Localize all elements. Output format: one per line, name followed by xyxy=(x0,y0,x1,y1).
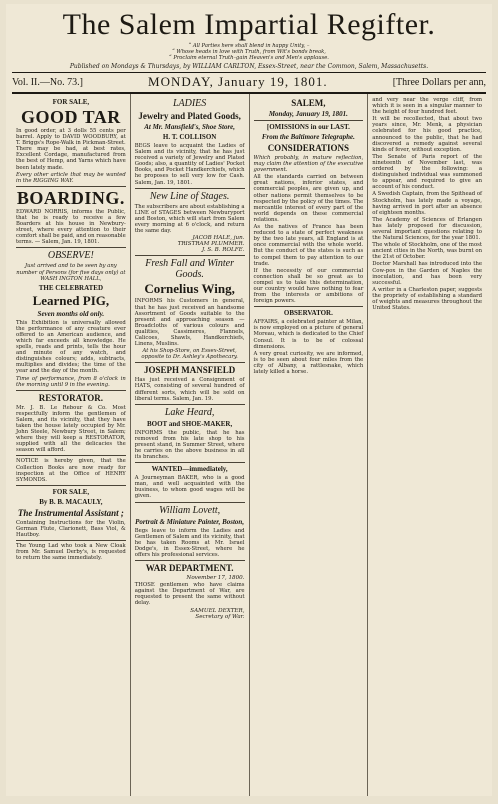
article-paragraph: As the natives of France has been reduced to a state of perfect weakness by the two late years, all England is at once commercial with the whole world. But the conduct of the states is such as to compel them to pay attention to our trade. xyxy=(253,224,364,267)
article-paragraph: A writer in a Charleston paper, suggests the propriety of establishing a standard of weights and measures throughout the United States. xyxy=(372,286,482,312)
divider xyxy=(16,455,126,456)
considerations-sub: Which probably, in mature reflection, may claim the attention of the executive government. xyxy=(253,155,364,174)
source-line: From the Baltimore Telegraphe. xyxy=(261,133,355,141)
article-paragraph: It will be recollected, that about two years since, Mr. Menk, a physician celebrated for his good practice, announced to the public, that he had discovered a remedy against several kinds of fever, without exception. xyxy=(372,116,482,153)
goodtar-heading: GOOD TAR xyxy=(20,107,121,127)
boarding-text: EDWARD NORRIS, informs the Public, that he is ready to receive a few Boarders at his house in Newbury-street, where every attention to their comfort shall be paid, and on reasonable terms. — Salem, Jan. 19, 1801. xyxy=(16,208,126,246)
war-text: THOSE gentlemen who have claims against the Department of War, are requested to present the same without delay. xyxy=(134,582,245,607)
boarding-heading: BOARDING. xyxy=(16,187,125,208)
issue-volume: Vol. II.—No. 73.] xyxy=(12,76,83,88)
lovett-text: Begs leave to inform the Ladies and Gentlemen of Salem and its vicinity, that he has taken Rooms at Mr. Israel Dodge's, in Essex-Street, where he offers his professional services. xyxy=(134,527,245,558)
pig-age: Seven months old only. xyxy=(37,309,105,318)
motto-line: “ Whose heads in love with Truth, from Wit's bonds break, xyxy=(172,49,326,55)
divider xyxy=(254,120,364,121)
wanted-heading: WANTED—immediately, xyxy=(151,465,228,474)
divider xyxy=(135,462,245,463)
rigging-text: Every other article that may be wanted in the RIGGING WAY. xyxy=(16,171,126,184)
lovett-sub: Portrait & Miniature Painter, Boston, xyxy=(135,517,245,526)
divider xyxy=(16,485,126,486)
issue-price: [Three Dollars per ann, xyxy=(392,76,486,88)
pig-admit: Time of performance, from 8 o'clock in the morning until 9 in the evening. xyxy=(16,375,126,388)
lake-text: INFORMS the public, that he has removed from his late shop to his present stand, in Summer Street, where he carries on the above business in all its branches. xyxy=(134,429,245,461)
column-4 xyxy=(368,94,486,796)
observator-heading: OBSERVATOR. xyxy=(283,309,333,318)
divider xyxy=(16,390,126,391)
divider xyxy=(16,186,126,187)
pig-heading: Learned PIG, xyxy=(32,292,110,308)
young-lad-text: The Young Lad who took a New Cloak from Mr. Samuel Derby's, is requested to return the same immediately. xyxy=(16,543,126,562)
masthead-title: The Salem Impartial Regifter. xyxy=(62,8,436,41)
article-paragraph: If the necessity of our commercial connection shall be so great as to compel us to take this determination, our country would have nothing to fear from the interests or ambitions of foreign powers. xyxy=(253,267,364,305)
article-paragraph: The whole of Stockholm, one of the most ancient cities in the North, was burnt on the 21st of October. xyxy=(372,242,482,261)
newline-heading: New Line of Stages. xyxy=(149,190,230,202)
cornelius-address: At his Shop-Store, on Essex-Street, opposite to Dr. Ashley's Apothecary. xyxy=(141,348,238,361)
divider xyxy=(135,560,245,561)
salem-heading: SALEM, xyxy=(291,98,326,108)
article-paragraph: The Academy of Sciences of Erlangen has lately proposed for discussion, several important questions relating to the Natural Sciences, for the year 1801. xyxy=(372,216,482,242)
publisher-line: Published on Mondays & Thursdays, by WILLIAM CARLTON, Essex-Street, near the Common, Salem, Massachusetts. xyxy=(12,63,486,73)
collison-name: H. T. COLLISON xyxy=(162,133,217,141)
forsale2-heading: FOR SALE, xyxy=(52,487,90,496)
instrument-heading: The Instrumental Assistant ; xyxy=(17,507,124,518)
dexter-title: Secretary of War. xyxy=(195,613,245,620)
lake-heading: Lake Heard, xyxy=(164,406,215,418)
omissions-heading: [OMISSIONS in our LAST. xyxy=(266,123,350,131)
jewelry-heading: Jewelry and Plated Goods, xyxy=(138,111,241,121)
war-date: November 17, 1800. xyxy=(186,575,245,582)
article-paragraph: AFFAIRS, a celebrated painter at Milan, is now employed on a picture of general Moreau, which is dedicated to the Chief Consul. It is to be of colossal dimensions. xyxy=(253,319,364,350)
observe-text: Just arrived and to be seen by any number of Persons (for five days only) at WASH INGTON HALL, xyxy=(16,263,126,282)
divider xyxy=(16,247,126,248)
mansfield-text: Has just received a Consignment of HATS, consisting of several hundred of different sorts, which will be sold on liberal terms. Salem, Jan. 19. xyxy=(134,377,245,402)
jewelry-location: At Mr. Mansfield's, Shoe Store, xyxy=(144,123,236,131)
mansfield-heading: JOSEPH MANSFIELD xyxy=(143,365,236,376)
considerations-heading: CONSIDERATIONS xyxy=(267,143,350,153)
pig-intro: THE CELEBRATED xyxy=(38,283,103,292)
fresh-goods-heading: Fresh Fall and Winter Goods. xyxy=(145,258,235,281)
pig-text: This Exhibition is universally allowed the performance of any creature ever offered to an American audience, and which far exceeds all knowledge. He spells, reads and prints, tells the hour and minute of any watch, and distinguishes colours; adds, subtracts, multiplies and divides; the time of the year and the day of the month. xyxy=(16,319,126,375)
article-paragraph: All the standards carried on between great nations, inferior states, and commercial peoples, are given up, and other nations permit themselves to be respected by the policy of the times. The mercantile interest of every part of the world depends on these commercial relations. xyxy=(253,174,364,223)
divider xyxy=(135,502,245,503)
cornelius-text: INFORMS his Customers in general, that he has just received an handsome Assortment of Goods suitable to the present and approaching season — Broadcloths of various colours and qualities, Cassimeres, Flannels, Calicoes, Shawls, Handkerchiefs, Linens, Muslins. xyxy=(134,298,245,348)
salem-date: Monday, January 19, 1801. xyxy=(268,110,348,118)
article-paragraph: A very great curiosity, we are informed, is to be seen about four miles from the city of Albany, a rattlesnake, which lately killed a horse. xyxy=(253,350,364,375)
notice-text: NOTICE is hereby given, that the Collection Books are now ready for inspection at the Office of HENRY SYMONDS. xyxy=(16,458,126,483)
war-heading: WAR DEPARTMENT. xyxy=(145,563,234,574)
newspaper-page xyxy=(6,4,492,796)
restorator-heading: RESTORATOR. xyxy=(38,392,104,403)
cornelius-heading: Cornelius Wing, xyxy=(144,281,235,297)
article-paragraph: A Swedish Captain, from the Spithead of Stockholm, has lately made a voyage, having arrived in port after an absence of eighteen months. xyxy=(372,191,482,216)
divider xyxy=(135,404,245,405)
restorator-text: Mr. J. B. Le Rebour & Co. Most respectfully inform the gentlemen of Salem, and its vicinity, that they have taken the house lately occupied by Mr. John Steele, Newbury Street, in Salem; where they will keep a RESTORATOR, supplied with all the delicacies the season will afford. xyxy=(16,404,126,454)
divider xyxy=(135,362,245,363)
goodtar-text: In good order, at 3 dolls 55 cents per barrel. Apply to DAVID WOODBURY, at T. Briggs's Rope-Walk in Pickman-Street. There may be had, at best rates, Excellent Cordage, manufactured from the best of Hemp, and Yarns which have been lately made. xyxy=(16,128,126,171)
newline-text: The subscribers are about establishing a LINE of STAGES between Newburyport and Boston, which will start from Salem every morning at 6 o'clock, and return the same day. xyxy=(134,203,245,235)
motto-line: “ All Parties here shall blend in happy Unity, – xyxy=(188,43,310,49)
column-2 xyxy=(131,94,250,796)
divider xyxy=(16,540,126,541)
column-1 xyxy=(12,94,131,796)
issue-dateline xyxy=(12,73,486,94)
forsale-heading: FOR SALE, xyxy=(52,98,90,106)
article-paragraph: and very near the verge cliff, from which it is seen in a singular manner to the height of four hundred feet. xyxy=(372,97,482,116)
divider xyxy=(135,255,245,256)
instrument-text: Containing Instructions for the Violin, German Flute, Clarionett, Bass Viol, & Hautboy. xyxy=(16,519,126,539)
ladies-heading: LADIES xyxy=(172,98,207,109)
signature: TRISTRAM PLUMMER. xyxy=(177,241,245,248)
dexter-signature: SAMUEL DEXTER, xyxy=(190,607,245,614)
columns xyxy=(12,94,486,796)
wanted-text: A Journeyman BAKER, who is a good man, and well acquainted with the business, to whom good wages will be given. xyxy=(134,475,245,500)
article-paragraph: Doctor Marshall has introduced into the Cow-pox in the Garden of Naples the inoculation, and has been very successful. xyxy=(372,261,482,286)
divider xyxy=(254,306,364,307)
motto-line: “ Proclaim eternal Truth–gain Heaven's and Men's applause. xyxy=(169,55,329,61)
column-3 xyxy=(250,94,369,796)
divider xyxy=(135,188,245,189)
macauly-name: By B. B. MACAULY, xyxy=(39,497,103,506)
observe-heading: OBSERVE! xyxy=(47,250,94,262)
article-paragraph: The Senate of Paris report of the nineteenth of November last, was ordered by the following: a distinguished individual was summoned to appear, and required to give an account of his conduct. xyxy=(372,153,482,191)
masthead-mottos xyxy=(12,43,486,61)
issue-date: MONDAY, January 19, 1801. xyxy=(148,74,328,89)
signature: J. S. B. ROLFE. xyxy=(202,247,245,254)
lake-sub: BOOT and SHOE-MAKER, xyxy=(146,419,233,428)
collison-text: BEGS leave to acquaint the Ladies of Salem and its vicinity, that he has just received a variety of Jewelry and Plated Goods; also, a quantity of Ladies' Pocket Books, and Pocket Handkerchiefs, which he proposes to sell very low for Cash. Salem, Jan. 19, 1801. xyxy=(134,143,245,186)
lovett-heading: William Lovett, xyxy=(159,504,221,516)
signature: JACOB HALE, jun. xyxy=(192,235,245,242)
